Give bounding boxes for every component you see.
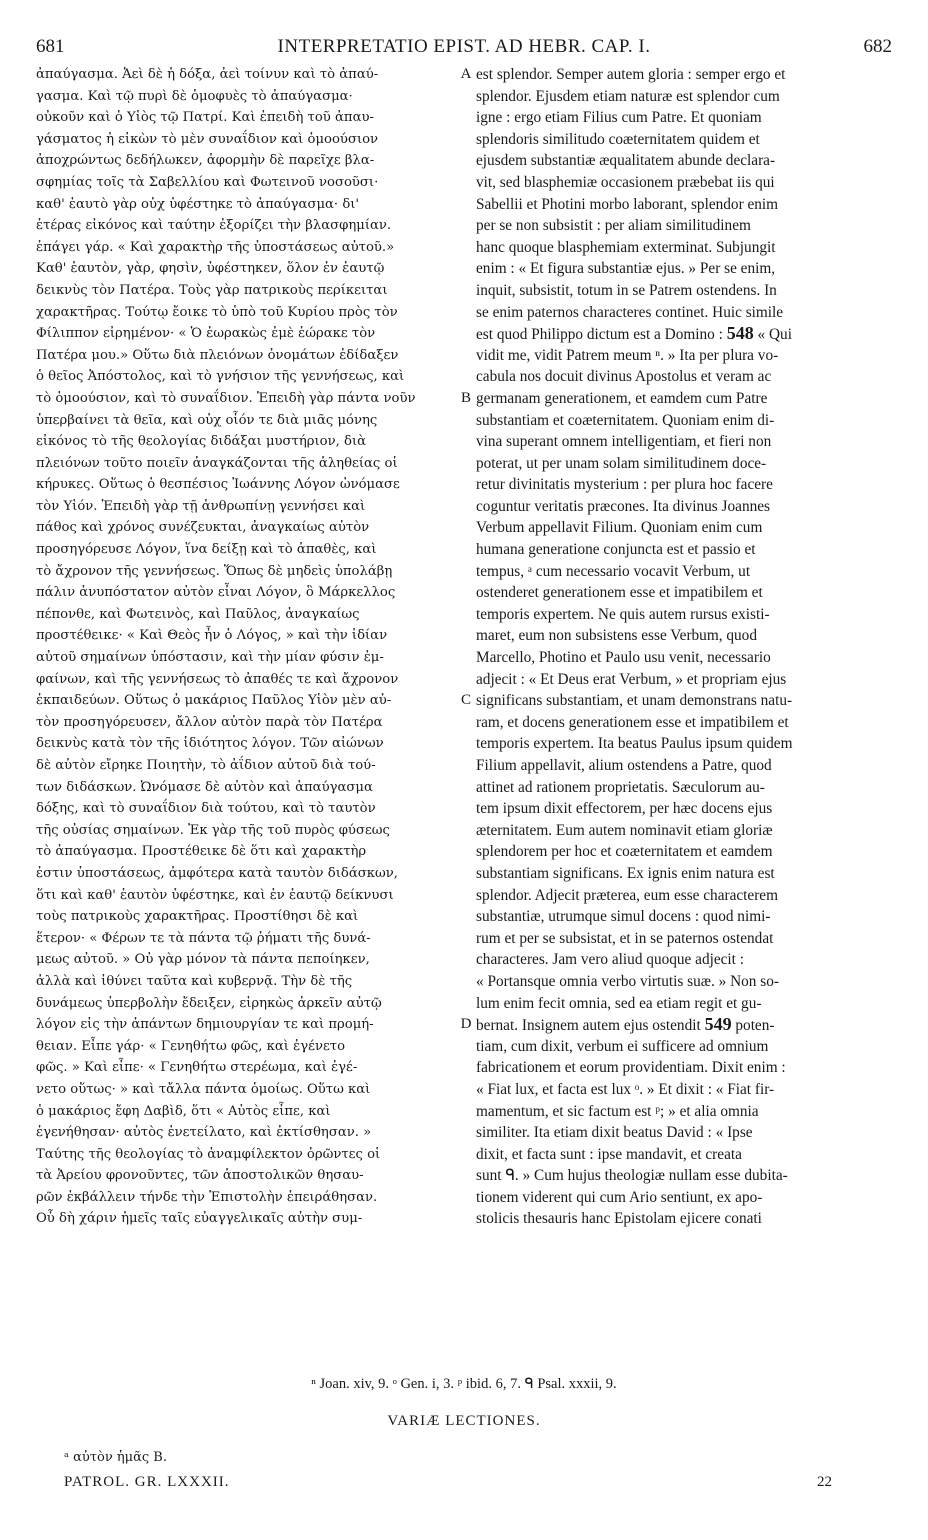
greek-line: τοὺς πατρικοὺς χαρακτῆρας. Προστίθησι δὲ καὶ bbox=[36, 909, 359, 925]
greek-line: θειαν. Εἶπε γάρ· « Γενηθήτω φῶς, καὶ ἐγένετο bbox=[36, 1038, 346, 1054]
greek-line: Φίλιππον εἰρημένον· « Ὁ ἑωρακὼς ἐμὲ ἑώρακε τὸν bbox=[36, 326, 376, 342]
greek-line: ἕτερον· « Φέρων τε τὰ πάντα τῷ ῥήματι τῆς δυνά- bbox=[36, 930, 371, 946]
greek-line: πέπονθε, καὶ Φωτεινὸς, καὶ Παῦλος, ἀναγκαίως bbox=[36, 606, 360, 622]
latin-line: similiter. Ita etiam dixit beatus David : « Ipse bbox=[476, 1124, 753, 1142]
greek-line: ὁ μακάριος ἔφη Δαβὶδ, ὅτι « Αὐτὸς εἶπε, καὶ bbox=[36, 1103, 331, 1119]
greek-line: φαίνων, καὶ τῆς γεννήσεως τὸ ἀπαθές τε καὶ ἄχρονον bbox=[36, 671, 399, 687]
latin-line: splendorem per hoc et coæternitatem et eamdem bbox=[476, 843, 773, 861]
latin-line: per se non subsistit : per aliam similitudinem bbox=[476, 217, 751, 235]
greek-line: ἀποχρώντως δεδήλωκεν, ἀφορμὴν δὲ παρεῖχε βλα- bbox=[36, 153, 375, 169]
greek-line: τῆς οὐσίας σημαίνων. Ἐκ γὰρ τῆς τοῦ πυρὸς φύσεως bbox=[36, 822, 390, 838]
greek-line: προσηγόρευσε Λόγον, ἵνα δείξῃ καὶ τὸ ἀπαθὲς, καὶ bbox=[36, 542, 377, 558]
section-marker: A bbox=[460, 66, 472, 82]
latin-line: tiam, cum dixit, verbum ei sufficere ad omnium bbox=[476, 1037, 769, 1055]
greek-line: ὑπερβαίνει τὰ θεῖα, καὶ οὐχ οἷόν τε διὰ μιᾶς μόνης bbox=[36, 412, 378, 428]
latin-line: significans substantiam, et unam demonstrans natu- bbox=[476, 692, 793, 710]
greek-line: τὸ ἀπαύγασμα. Προστέθεικε δὲ ὅτι καὶ χαρακτὴρ bbox=[36, 844, 367, 860]
latin-line: ram, et docens generationem esse et impatibilem et bbox=[476, 713, 789, 731]
latin-line: splendor. Ejusdem etiam naturæ est splendor cum bbox=[476, 87, 780, 105]
greek-line: λόγον εἰς τὴν ἁπάντων δημιουργίαν τε καὶ προμή- bbox=[36, 1017, 374, 1033]
latin-line: maret, eum non subsistens esse Verbum, quod bbox=[476, 627, 757, 645]
latin-line: ejusdem substantiæ æqualitatem abunde declara- bbox=[476, 152, 776, 170]
latin-line: dixit, et facta sunt : ipse mandavit, et creata bbox=[476, 1145, 742, 1163]
greek-line: ἐπάγει γάρ. « Καὶ χαρακτὴρ τῆς ὑποστάσεως αὐτοῦ.» bbox=[36, 239, 395, 255]
latin-line: rum et per se subsistat, et in se paternos ostendat bbox=[476, 929, 774, 947]
latin-line: bernat. Insignem autem ejus ostendit 549 poten- bbox=[476, 1014, 775, 1035]
latin-line: substantiam et coæternitatem. Quoniam enim di- bbox=[476, 411, 775, 429]
greek-line: δεικνὺς τὸν Πατέρα. Τοὺς γὰρ πατρικοὺς περίκειται bbox=[36, 282, 388, 298]
greek-line: πάθος καὶ χρόνος συνέζευκται, ἀναγκαίως αὐτὸν bbox=[36, 520, 370, 536]
latin-line: splendor. Adjecit præterea, eum esse characterem bbox=[476, 886, 778, 904]
greek-line: τὸν Υἱόν. Ἐπειδὴ γὰρ τῇ ἀνθρωπίνῃ γεννήσει καὶ bbox=[36, 498, 366, 514]
latin-line: temporis expertem. Ne quis autem rursus existi- bbox=[476, 605, 770, 623]
signature-mark: 22 bbox=[817, 1474, 832, 1490]
greek-line: τὸ ἄχρονον τῆς γεννήσεως. Ὅπως δὲ μηδεὶς ὑπολάβῃ bbox=[36, 563, 393, 579]
latin-line: cabula nos docuit divinus Apostolus et veram ac bbox=[476, 368, 772, 386]
page-footer bbox=[64, 1474, 892, 1498]
greek-line: των διδάσκων. Ὠνόμασε δὲ αὐτὸν καὶ ἀπαύγασμα bbox=[36, 779, 373, 795]
greek-line: νετο οὕτως· » καὶ τἄλλα πάντα ὁμοίως. Οὕτω καὶ bbox=[36, 1081, 371, 1097]
greek-line: ἑτέρας εἰκόνος καὶ ταύτην ἐξορίζει τὴν βλασφημίαν. bbox=[36, 218, 392, 234]
latin-line: lum enim fecit omnia, sed ea etiam regit et gu- bbox=[476, 994, 762, 1012]
latin-line: Verbum appellavit Filium. Quoniam enim cum bbox=[476, 519, 763, 537]
latin-line: tempus, ᵃ cum necessario vocavit Verbum, ut bbox=[476, 562, 751, 580]
latin-line: se enim paternos characteres continet. Huic simile bbox=[476, 303, 784, 321]
latin-line: Marcello, Photino et Paulo usu venit, necessario bbox=[476, 649, 771, 667]
latin-line: hanc quoque blasphemiam exterminat. Subjungit bbox=[476, 238, 776, 256]
latin-line: poterat, ut per unam solam similitudinem doce- bbox=[476, 454, 767, 472]
latin-line: sunt ᑫ. » Cum hujus theologiæ nullam esse dubita- bbox=[476, 1167, 788, 1185]
latin-line: inquit, subsistit, totum in se Patrem ostendens. In bbox=[476, 281, 777, 299]
greek-line: Πατέρα μου.» Οὕτω διὰ πλειόνων ὀνομάτων ἐδίδαξεν bbox=[36, 347, 399, 363]
greek-line: πάλιν ἀνυπόστατον αὐτὸν εἶναι Λόγον, ὃ Μάρκελλος bbox=[36, 585, 396, 601]
greek-line: γασμα. Καὶ τῷ πυρὶ δὲ ὁμοφυὲς τὸ ἀπαύγασμα· bbox=[36, 88, 353, 104]
greek-line: κήρυκες. Οὕτως ὁ θεσπέσιος Ἰωάννης Λόγον ὠνόμασε bbox=[36, 477, 400, 493]
greek-line: σφημίας τοῖς τὰ Σαβελλίου καὶ Φωτεινοῦ νοσοῦσι· bbox=[36, 174, 379, 190]
latin-line: est splendor. Semper autem gloria : semper ergo et bbox=[476, 66, 786, 83]
latin-line: vidit me, vidit Patrem meum ⁿ. » Ita per plura vo- bbox=[476, 346, 779, 364]
greek-line: Οὗ δὴ χάριν ἡμεῖς ταῖς εὐαγγελικαῖς αὐτὴν συμ- bbox=[36, 1211, 363, 1227]
running-title: INTERPRETATIO EPIST. AD HEBR. CAP. I. bbox=[277, 36, 651, 57]
greek-line: καθ' ἑαυτὸ γὰρ οὐχ ὑφέστηκε τὸ ἀπαύγασμα· δι' bbox=[36, 196, 360, 212]
latin-line: vina superant omnem intelligentiam, et fieri non bbox=[476, 433, 772, 451]
greek-line: τὰ Ἀρείου φρονοῦντες, τῶν ἀποστολικῶν θησαυ- bbox=[36, 1168, 364, 1184]
greek-line: Ταύτης τῆς θεολογίας τὸ ἀναμφίλεκτον ὁρῶντες οἱ bbox=[36, 1146, 381, 1162]
greek-line: Καθ' ἑαυτὸν, γὰρ, φησὶν, ὑφέστηκεν, ὅλον ἐν ἑαυτῷ bbox=[36, 261, 385, 277]
latin-column bbox=[476, 64, 890, 1230]
latin-line: ostenderet generationem esse et impatibilem et bbox=[476, 584, 763, 602]
latin-line: stolicis thesauris hanc Epistolam ejicere conati bbox=[476, 1210, 762, 1228]
greek-line: χαρακτῆρας. Τούτῳ ἔοικε τὸ ὑπὸ τοῦ Κυρίου πρὸς τὸν bbox=[36, 304, 398, 320]
page-header bbox=[36, 36, 892, 60]
latin-line: humana generatione conjuncta est et passio et bbox=[476, 541, 756, 559]
latin-line: Filium appellavit, alium ostendens a Patre, quod bbox=[476, 757, 772, 774]
greek-line: τὸ ὁμοούσιον, καὶ τὸ συναΐδιον. Ἐπειδὴ γὰρ πάντα νοῦν bbox=[36, 390, 416, 406]
greek-line: ὅτι καὶ καθ' ἑαυτὸν ὑφέστηκε, καὶ ἐν ἑαυτῷ δείκνυσι bbox=[36, 887, 394, 903]
greek-line: μεως αὐτοῦ. » Οὐ γὰρ μόνον τὰ πάντα πεποίηκεν, bbox=[36, 952, 370, 968]
greek-column bbox=[36, 64, 456, 1230]
variant-reading: ᵃ αὐτὸν ἡμᾶς B. bbox=[64, 1450, 167, 1465]
greek-line: προστέθεικε· « Καὶ Θεὸς ἦν ὁ Λόγος, » καὶ τὴν ἰδίαν bbox=[36, 628, 388, 644]
greek-line: ὁ θεῖος Ἀπόστολος, καὶ τὸ γνήσιον τῆς γεννήσεως, καὶ bbox=[36, 369, 405, 385]
latin-line: est quod Philippo dictum est a Domino : 548 « Qui bbox=[476, 323, 792, 344]
latin-line: substantiæ, utrumque simul docens : quod nimi- bbox=[476, 908, 771, 926]
latin-line: « Portansque omnia verbo virtutis suæ. » Non so- bbox=[476, 972, 779, 990]
latin-line: vit, sed blasphemiæ occasionem præbebat iis qui bbox=[476, 173, 775, 191]
greek-line: οὐκοῦν καὶ ὁ Υἱὸς τῷ Πατρί. Καὶ ἐπειδὴ τοῦ ἀπαυ- bbox=[36, 110, 374, 126]
page-number-right: 682 bbox=[863, 36, 892, 57]
greek-line: δὲ αὐτὸν εἴρηκε Ποιητὴν, τὸ ἀΐδιον αὐτοῦ διὰ τού- bbox=[36, 758, 376, 773]
latin-line: temporis expertem. Ita beatus Paulus ipsum quidem bbox=[476, 735, 793, 753]
latin-line: splendoris similitudo coæternitatem quidem et bbox=[476, 130, 760, 148]
greek-line: ἐστιν ὑποστάσεως, ἀμφότερα κατὰ ταυτὸν διδάσκων, bbox=[36, 865, 398, 881]
section-marker: C bbox=[460, 692, 471, 709]
latin-line: tem ipsum dixit effectorem, per hæc docens ejus bbox=[476, 800, 773, 818]
patrologia-reference: PATROL. GR. LXXXII. bbox=[64, 1474, 230, 1490]
greek-line: δόξης, καὶ τὸ συναΐδιον διὰ τούτου, καὶ τὸ ταυτὸν bbox=[36, 801, 376, 817]
latin-line: coguntur veritatis præcones. Ita divinus Joannes bbox=[476, 497, 770, 515]
column-number: 549 bbox=[704, 1014, 732, 1035]
latin-line: adjecit : « Et Deus erat Verbum, » et propriam ejus bbox=[476, 670, 787, 688]
greek-line: ἀπαύγασμα. Ἀεὶ δὲ ἡ δόξα, ἀεὶ τοίνυν καὶ τὸ ἀπαύ- bbox=[36, 67, 379, 82]
greek-line: ρῶν ἐκβάλλειν τήνδε τὴν Ἐπιστολὴν ἐπειράθησαν. bbox=[36, 1189, 378, 1205]
greek-line: εἰκόνος τὸ τῆς θεολογίας διδάξαι μυστήριον, διὰ bbox=[36, 434, 367, 450]
latin-line: æternitatem. Eum autem nominavit etiam gloriæ bbox=[476, 821, 773, 839]
greek-line: δυνάμεως ὑπερβολὴν ἔδειξεν, εἰρηκὼς ἀρκεῖν αὐτῷ bbox=[36, 995, 382, 1011]
greek-line: αὐτοῦ σημαίνων ὑπόστασιν, καὶ τὴν μίαν φύσιν ἐμ- bbox=[36, 650, 384, 666]
greek-line: ἐγενήθησαν· αὐτὸς ἐνετείλατο, καὶ ἐκτίσθησαν. » bbox=[36, 1125, 372, 1141]
greek-line: ἐκπαιδεύων. Οὕτως ὁ μακάριος Παῦλος Υἱὸν μὲν αὐ- bbox=[36, 693, 392, 709]
latin-line: retur divinitatis mysterium : per plura hoc facere bbox=[476, 476, 773, 494]
latin-line: germanam generationem, et eamdem cum Patre bbox=[476, 389, 768, 407]
latin-line: igne : ergo etiam Filius cum Patre. Et quoniam bbox=[476, 109, 762, 127]
column-number: 548 bbox=[726, 323, 754, 344]
latin-line: Sabellii et Photini morbo laborant, splendor enim bbox=[476, 195, 779, 213]
greek-line: πλειόνων τοῦτο ποιεῖν ἀναγκάζονται τῆς ἀληθείας οἱ bbox=[36, 455, 398, 471]
latin-line: « Fiat lux, et facta est lux ᵒ. » Et dixit : « Fiat fir- bbox=[476, 1080, 775, 1098]
latin-line: substantiam significans. Ex ignis enim natura est bbox=[476, 864, 775, 882]
footnotes: ⁿ Joan. xiv, 9. ᵒ Gen. i, 3. ᵖ ibid. 6, 7. ᑫ Psal. xxxii, 9. bbox=[311, 1376, 617, 1392]
latin-line: mamentum, et sic factum est ᵖ; » et alia omnia bbox=[476, 1102, 759, 1120]
section-marker: B bbox=[460, 390, 471, 406]
variae-lectiones-heading: VARIÆ LECTIONES. bbox=[387, 1413, 541, 1429]
latin-line: enim : « Et figura substantiæ ejus. » Per se enim, bbox=[476, 260, 776, 278]
greek-line: δεικνὺς κατὰ τὸν τῆς ἰδιότητος λόγον. Τῶν αἰώνων bbox=[36, 736, 384, 752]
latin-line: attinet ad rationem proprietatis. Sæculorum au- bbox=[476, 778, 765, 796]
greek-line: τὸν προσηγόρευσεν, ἄλλον αὐτὸν παρὰ τὸν Πατέρα bbox=[36, 714, 383, 730]
page-number-left: 681 bbox=[36, 36, 65, 57]
section-marker: D bbox=[460, 1016, 472, 1033]
greek-line: φῶς. » Καὶ εἶπε· « Γενηθήτω στερέωμα, καὶ ἐγέ- bbox=[36, 1060, 358, 1076]
latin-line: fabricationem et eorum providentiam. Dixit enim : bbox=[476, 1059, 786, 1077]
latin-line: characteres. Jam vero aliud quoque adjecit : bbox=[476, 951, 745, 969]
greek-line: ἀλλὰ καὶ ἰθύνει ταῦτα καὶ κυβερνᾷ. Τὴν δὲ τῆς bbox=[36, 973, 353, 989]
latin-line: tionem viderent qui cum Ario sentiunt, ex apo- bbox=[476, 1188, 763, 1206]
greek-line: γάσματος ἡ εἰκὼν τὸ μὲν συναΐδιον καὶ ὁμοούσιον bbox=[36, 131, 379, 147]
